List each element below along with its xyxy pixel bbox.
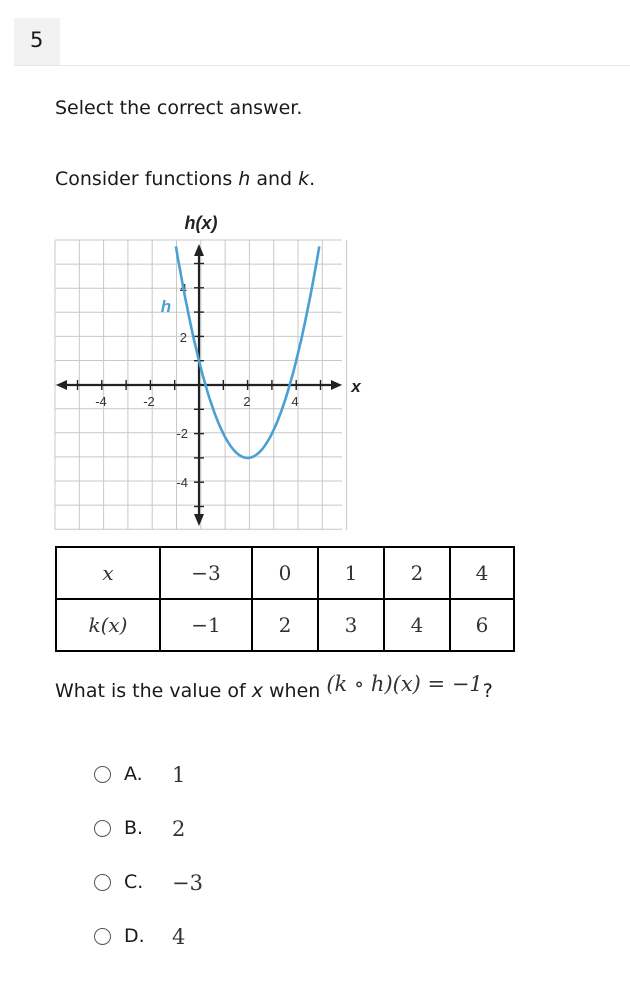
x-axis-left-arrow	[56, 380, 67, 390]
table-cell: 3	[318, 599, 384, 651]
y-tick-label: 2	[179, 330, 187, 345]
table-cell: 2	[384, 547, 450, 599]
table-row	[56, 547, 514, 599]
function-k-table	[55, 546, 515, 652]
consider-suffix: .	[309, 168, 316, 190]
x-axis-label: x	[351, 377, 361, 396]
question-mid: when	[262, 680, 327, 702]
x-tick-label: -4	[95, 394, 107, 409]
x-tick-label: 2	[243, 394, 251, 409]
y-tick-label: -4	[176, 475, 188, 490]
graph-title: h(x)	[184, 213, 218, 233]
radio-button[interactable]	[94, 874, 111, 891]
question-header	[14, 18, 630, 66]
question-expression: (k ∘ h)(x) = −1	[326, 672, 483, 696]
table-cell: 4	[450, 547, 514, 599]
question-var: x	[251, 680, 263, 702]
radio-button[interactable]	[94, 820, 111, 837]
table-row	[56, 599, 514, 651]
x-tick-label: 4	[291, 394, 299, 409]
graph-svg	[54, 210, 374, 535]
radio-button[interactable]	[94, 928, 111, 945]
choice-value: −3	[172, 871, 203, 895]
choice-label: A.	[124, 763, 143, 785]
y-tick-label: -2	[176, 426, 188, 441]
consider-text	[55, 168, 315, 190]
question-prefix: What is the value of	[55, 680, 252, 702]
x-tick-label: -2	[143, 394, 155, 409]
instruction-text: Select the correct answer.	[55, 97, 303, 119]
table-header-x: x	[56, 547, 160, 599]
function-h-name: h	[238, 168, 251, 190]
table-cell: 0	[252, 547, 318, 599]
table-cell: 6	[450, 599, 514, 651]
radio-button[interactable]	[94, 766, 111, 783]
graph-h	[54, 210, 374, 539]
table-cell: 1	[318, 547, 384, 599]
table-cell: −3	[160, 547, 252, 599]
choice-value: 1	[172, 763, 186, 787]
question-text	[55, 672, 493, 702]
x-axis-right-arrow	[331, 380, 342, 390]
y-tick-label: 4	[179, 281, 187, 296]
consider-prefix: Consider functions	[55, 168, 239, 190]
choice-label: C.	[124, 871, 144, 893]
table-cell: 4	[384, 599, 450, 651]
function-k-name: k	[298, 168, 310, 190]
table-cell: −1	[160, 599, 252, 651]
question-number: 5	[14, 18, 60, 65]
choice-label: D.	[124, 925, 145, 947]
y-axis-down-arrow	[194, 514, 204, 526]
table-header-kx: k(x)	[56, 599, 160, 651]
consider-mid: and	[250, 168, 299, 190]
choice-value: 2	[172, 817, 186, 841]
table-cell: 2	[252, 599, 318, 651]
choice-value: 4	[172, 925, 186, 949]
choice-label: B.	[124, 817, 144, 839]
curve-label: h	[160, 297, 172, 316]
question-suffix: ?	[482, 680, 493, 702]
y-axis-up-arrow	[194, 244, 204, 256]
